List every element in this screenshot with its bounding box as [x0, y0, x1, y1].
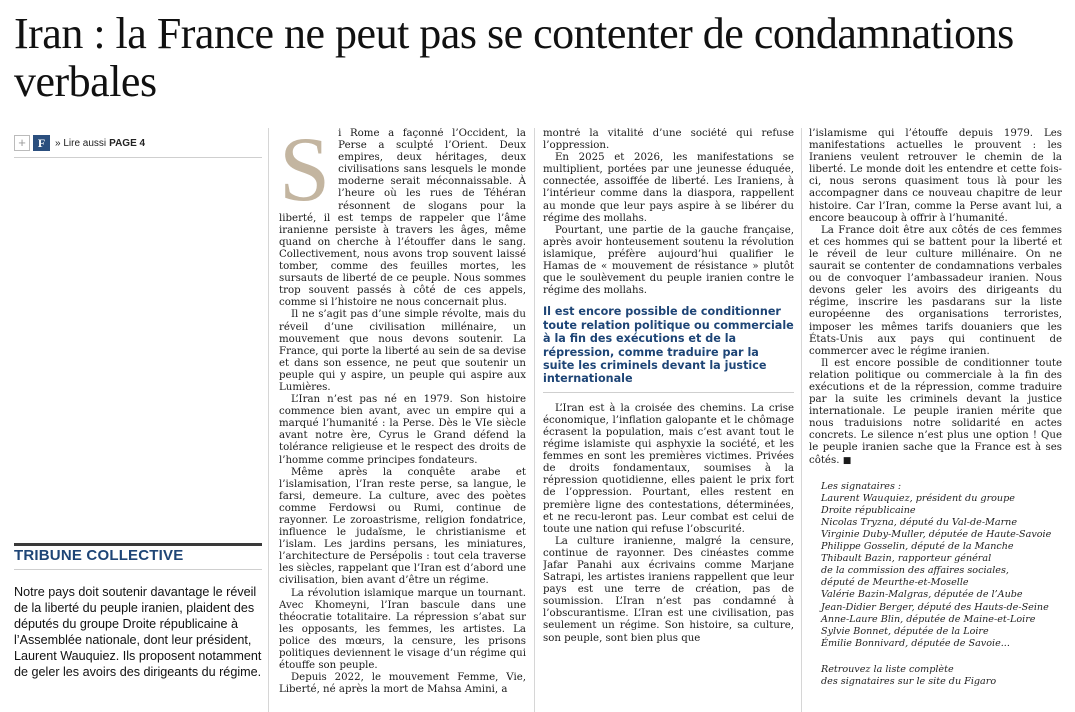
full-list-text: des signataires sur le site du Figaro [821, 676, 997, 688]
paragraph: L’Iran est à la croisée des chemins. La crise économique, l’inflation galopante et le chômage écrasent la population, mais c’est avant tout le régime islamiste qui asphyxie la société, et les femmes en sont les premières victimes. Privées de droits fondamentaux, soumises à la répression quotidienne, elles paient le prix fort de l’oppression. Pourtant, elles restent en première ligne des contestations, déterminées, et ne recu-leront pas. Leur combat est celui de toute une nation qui refuse l’obscurité. [543, 402, 794, 535]
signatory: Émilie Bonnivard, députée de Savoie... [821, 637, 1010, 649]
plus-icon[interactable]: + [14, 135, 30, 151]
signatories [809, 481, 1062, 650]
divider [14, 569, 262, 570]
read-also-link[interactable] [14, 134, 145, 152]
standfirst: Notre pays doit soutenir davantage le réveil de la liberté du peuple iranien, plaident des députés du groupe Droite républicaine à l’Assemblée nationale, dont leur président, Laurent Wauquiez. Ils proposent notamment de geler les avoirs des dirigeants du régime. [14, 585, 262, 679]
drop-cap: S [279, 128, 331, 220]
paragraph: i Rome a façonné l’Occident, la Perse a sculpté l’Orient. Deux empires, deux héritages, deux civilisations sans lesquels le monde moderne serait méconnaissable. À l’heure où les rues de Téhéran résonnent de slogans pour la liberté, il est temps de rappeler que l’âme iranienne persiste à travers les âges, même quand on cherche à l’étouffer dans le sang. Collectivement, nous avons trop souvent laissé tomber, comme des feuilles mortes, les sursauts de liberté de ce peuple. Nous sommes trop souvent passés à côté de ces appels, comme si l’histoire ne nous concernait plus. [279, 128, 526, 309]
paragraph: La révolution islamique marque un tournant. Avec Khomeyni, l’Iran bascule dans une théocratie totalitaire. La répression s’abat sur les opposants, les femmes, les artistes. La police des mœurs, la censure, les prisons politiques deviennent le visage d’un régime qui étouffe son peuple. [279, 587, 526, 672]
paragraph: La culture iranienne, malgré la censure, continue de rayonner. Des cinéastes comme Jafar Panahi aux écrivains comme Marjane Satrapi, les artistes iraniens rappellent que leur pays est une terre de création, pas de soumission. L’Iran n’est pas condamné à l’obscurantisme. L’Iran est une civilisation, pas seulement un régime. Son histoire, sa culture, son peuple, sont bien plus que [543, 535, 794, 644]
column-divider [268, 128, 269, 712]
figaro-logo-icon: F [33, 135, 50, 151]
paragraph [809, 358, 1062, 467]
article-column-1 [279, 128, 526, 712]
read-also-page[interactable]: PAGE 4 [109, 137, 146, 149]
paragraph: Même après la conquête arabe et l’islamisation, l’Iran reste perse, sa langue, le farsi, demeure. La culture, avec des poètes comme Ferdowsi ou Rumi, continue de rayonner. Le zoroastrisme, religion fondatrice, influence le judaïsme, le christianisme et l’islam. Les jardins persans, les miniatures, l’architecture de Persépolis : tout cela traverse les siècles, rappelant que l’Iran est d’abord une civilisation, bien avant d’être un régime. [279, 466, 526, 587]
signatory: Valérie Bazin-Malgras, députée de l’Aube [821, 589, 1023, 601]
paragraph: Depuis 2022, le mouvement Femme, Vie, Liberté, né après la mort de Mahsa Amini, a [279, 672, 526, 696]
signatory: Jean-Didier Berger, député des Hauts-de-Seine [821, 601, 1049, 613]
signatories-label: Les signataires : [821, 480, 902, 492]
signatory: Anne-Laure Blin, députée de Maine-et-Loire [821, 613, 1036, 625]
full-list-text: Retrouvez la liste complète [821, 663, 954, 675]
signatory: Thibault Bazin, rapporteur général [821, 553, 992, 565]
paragraph: Il ne s’agit pas d’une simple révolte, mais du réveil d’une civilisation millénaire, un mouvement que nous devons soutenir. La France, qui porte la liberté au sein de sa devise et dans son essence, ne peut que soutenir un peuple qui y aspire, un peuple qui aspire aux Lumières. [279, 309, 526, 393]
paragraph: En 2025 et 2026, les manifestations se multiplient, portées par une jeunesse éduquée, connectée, assoiffée de liberté. Les Iraniens, à l’intérieur comme dans la diaspora, rappellent au monde que leur pays aspire à se libérer du régime des mollahs. [543, 152, 794, 224]
end-mark: ■ [842, 455, 852, 466]
paragraph-text: Il est encore possible de conditionner toute relation politique ou commerciale à la fin des exécutions et de la répression, comme traduire par la suite les criminels devant la justice internationale. Le peuple iranien mérite que nous traduisions notre solidarité en actes concrets. Le silence n’est plus une option ! Que le peuple iranien sache que la France est à ses côtés. [809, 357, 1062, 466]
paragraph: l’islamisme qui l’étouffe depuis 1979. Les manifestations actuelles le prouvent : les Iraniens veulent retrouver le chemin de la liberté. Le monde doit les entendre et cette fois-ci, nous serons quasiment tous là pour les accompagner dans ce nouveau chapitre de leur histoire. Car l’Iran, comme la Perse avant lui, a encore beaucoup à offrir à l’humanité. [809, 128, 1062, 224]
section-label: TRIBUNE COLLECTIVE [14, 547, 184, 564]
signatory: Philippe Gosselin, député de la Manche [821, 541, 1014, 553]
article-column-2 [543, 128, 794, 712]
signatory: député de Meurthe-et-Moselle [821, 577, 969, 589]
divider [14, 157, 262, 158]
signatory: Sylvie Bonnet, députée de la Loire [821, 625, 989, 637]
signatory: de la commission des affaires sociales, [821, 565, 1009, 577]
column-divider [534, 128, 535, 712]
headline: Iran : la France ne peut pas se contenter de condamnations verbales [14, 9, 1014, 106]
full-list-link[interactable] [809, 664, 1062, 688]
article-column-3 [809, 128, 1062, 712]
pull-quote: Il est encore possible de conditionner toute relation politique ou commerciale à la fin des exécutions et de la répression, comme traduire par la suite les criminels devant la justice internationale [543, 305, 794, 392]
read-also-prefix: » Lire aussi [55, 137, 107, 149]
signatory: Laurent Wauquiez, président du groupe [821, 492, 1015, 504]
signatory: Droite républicaine [821, 504, 916, 516]
divider [14, 543, 262, 546]
paragraph: La France doit être aux côtés de ces femmes et ces hommes qui se battent pour la liberté et le réveil de leur culture millénaire. On ne saurait se contenter de condamnations verbales ou de convoquer l’ambassadeur iranien. Nous devons geler les avoirs des dirigeants du régime, inscrire les pasdarans sur la liste européenne des organisations terroristes, imposer les mêmes tarifs douaniers que les États-Unis aux pays qui continuent de commercer avec le régime iranien. [809, 224, 1062, 357]
paragraph: Pourtant, une partie de la gauche française, après avoir honteusement soutenu la révolution islamique, préfère aujourd’hui qualifier le Hamas de « mouvement de résistance » plutôt que le soulèvement du peuple iranien contre le régime des mollahs. [543, 224, 794, 297]
paragraph: montré la vitalité d’une société qui refuse l’oppression. [543, 128, 794, 152]
signatory: Virginie Duby-Muller, députée de Haute-Savoie [821, 529, 1052, 540]
column-divider [801, 128, 802, 712]
paragraph: L’Iran n’est pas né en 1979. Son histoire commence bien avant, avec un empire qui a marqué l’humanité : la Perse. Dès le VIe siècle avant notre ère, Cyrus le Grand défend la tolérance religieuse et le respect des droits de l’homme comme principes fondateurs. [279, 394, 526, 466]
signatory: Nicolas Tryzna, député du Val-de-Marne [821, 516, 1018, 528]
